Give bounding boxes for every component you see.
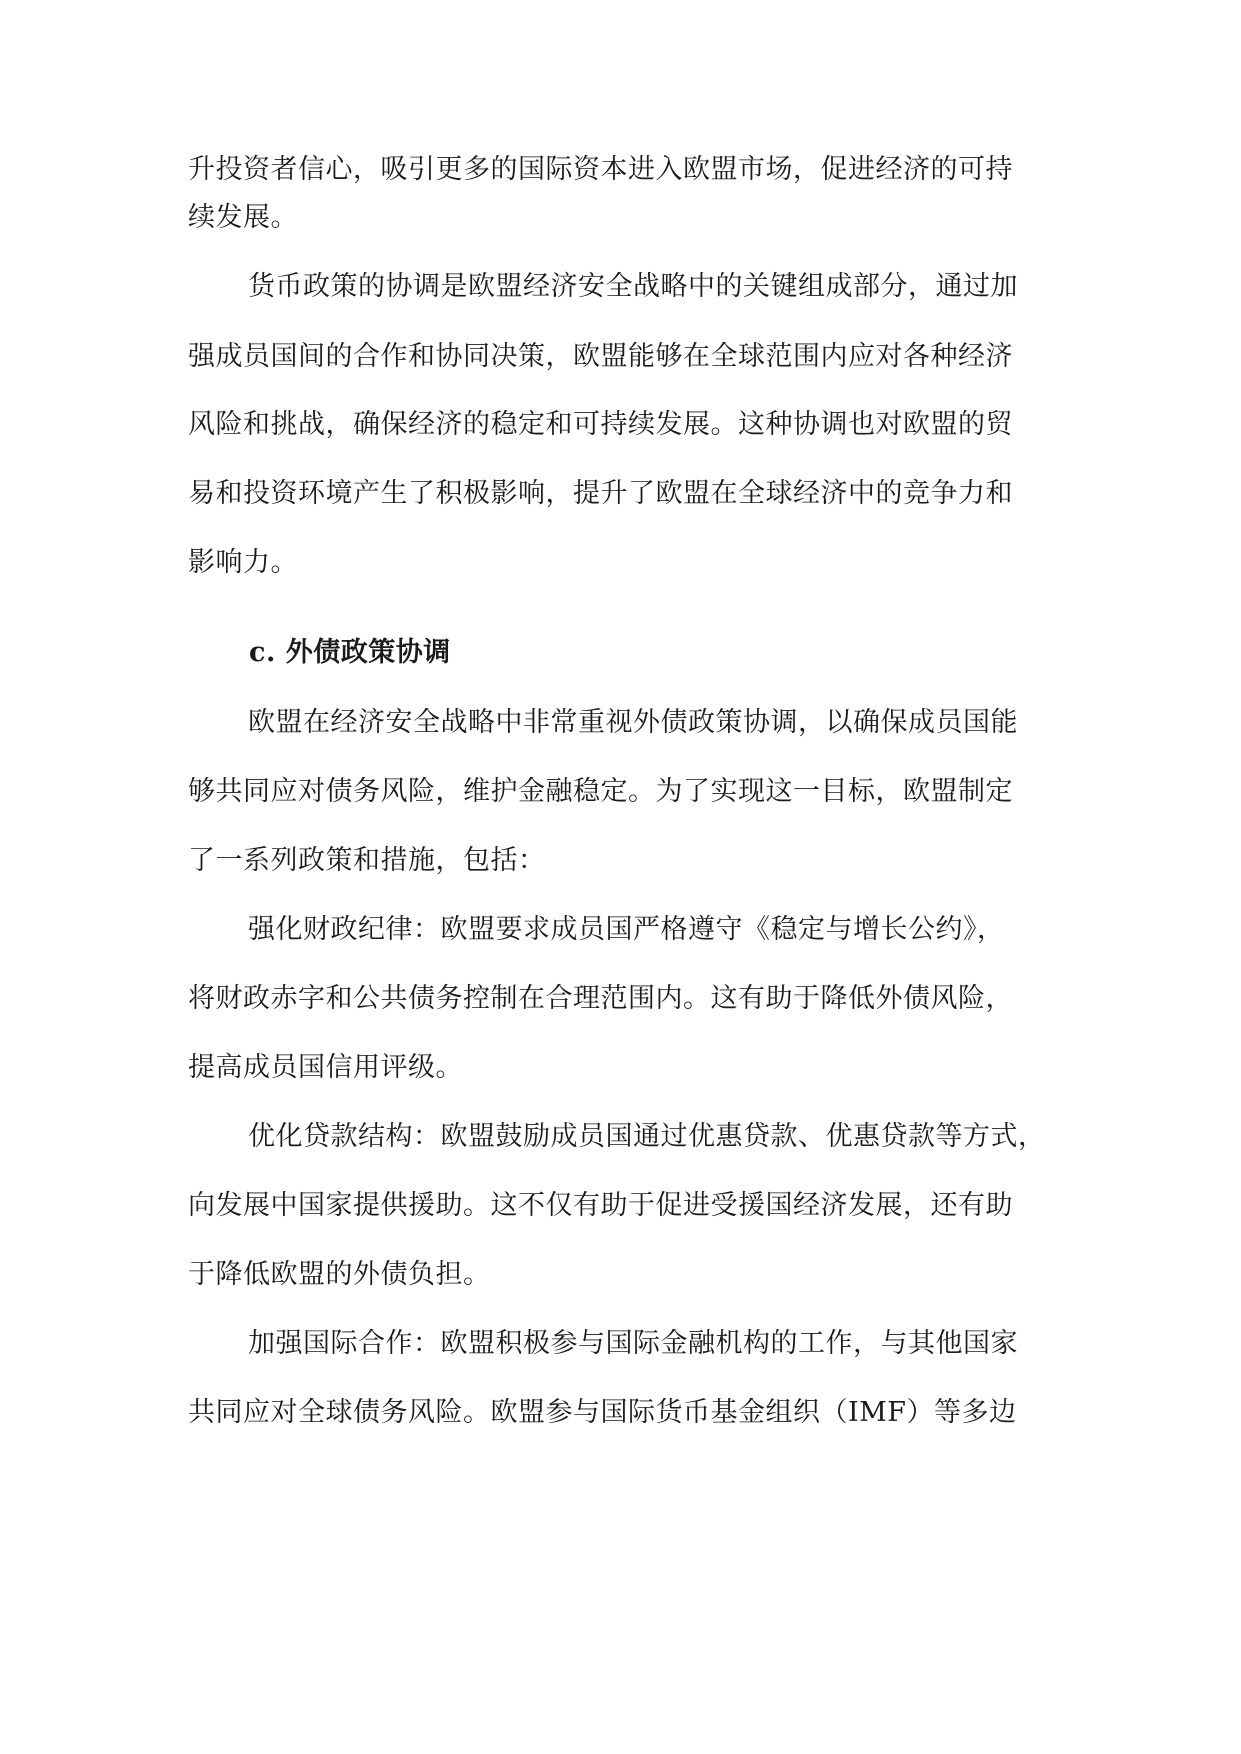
paragraph-line: 升投资者信心，吸引更多的国际资本进入欧盟市场，促进经济的可持 [188, 154, 1013, 185]
paragraph-line: 加强国际合作：欧盟积极参与国际金融机构的工作，与其他国家 [248, 1328, 1018, 1359]
paragraph-line: 货币政策的协调是欧盟经济安全战略中的关键组成部分，通过加 [248, 271, 1018, 302]
paragraph-line: 易和投资环境产生了积极影响，提升了欧盟在全球经济中的竞争力和 [188, 478, 1013, 509]
paragraph-line: 够共同应对债务风险，维护金融稳定。为了实现这一目标，欧盟制定 [188, 776, 1013, 807]
paragraph-line: 优化贷款结构：欧盟鼓励成员国通过优惠贷款、优惠贷款等方式， [248, 1121, 1046, 1152]
paragraph-line: 强成员国间的合作和协同决策，欧盟能够在全球范围内应对各种经济 [188, 341, 1013, 372]
paragraph-line: 将财政赤字和公共债务控制在合理范围内。这有助于降低外债风险， [188, 983, 1013, 1014]
paragraph-line: 共同应对全球债务风险。欧盟参与国际货币基金组织（IMF）等多边 [188, 1397, 1017, 1428]
section-heading: c. 外债政策协调 [249, 637, 451, 668]
paragraph-line: 了一系列政策和措施，包括： [188, 845, 546, 876]
paragraph-line: 于降低欧盟的外债负担。 [188, 1259, 491, 1290]
paragraph-line: 风险和挑战，确保经济的稳定和可持续发展。这种协调也对欧盟的贸 [188, 409, 1013, 440]
paragraph-line: 续发展。 [188, 202, 298, 233]
paragraph-line: 欧盟在经济安全战略中非常重视外债政策协调，以确保成员国能 [248, 707, 1018, 738]
paragraph-line: 向发展中国家提供援助。这不仅有助于促进受援国经济发展，还有助 [188, 1190, 1013, 1221]
paragraph-line: 提高成员国信用评级。 [188, 1052, 463, 1083]
paragraph-line: 影响力。 [188, 547, 298, 578]
paragraph-line: 强化财政纪律：欧盟要求成员国严格遵守《稳定与增长公约》， [248, 914, 1005, 945]
